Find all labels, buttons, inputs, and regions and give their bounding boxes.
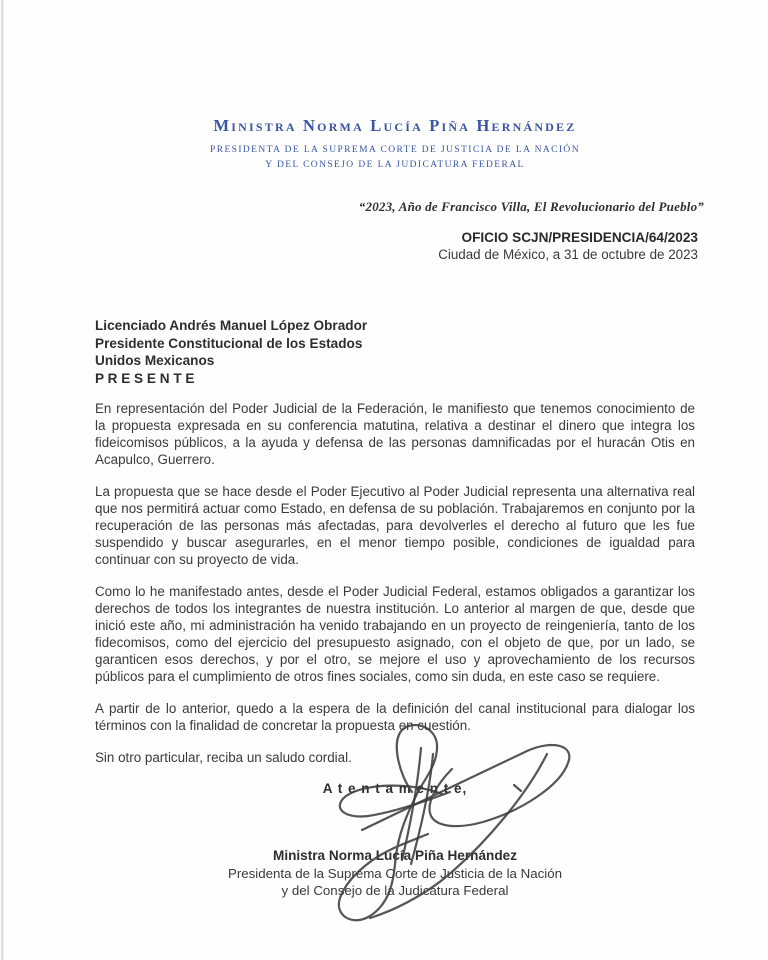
place-and-date: Ciudad de México, a 31 de octubre de 2023 [438, 247, 698, 262]
letterhead-title-line1: PRESIDENTA DE LA SUPREMA CORTE DE JUSTICIA DE LA NACIÓN [210, 145, 580, 155]
recipient-presente: P R E S E N T E [95, 370, 195, 386]
closing-block [95, 781, 695, 796]
body-paragraph: Sin otro particular, reciba un saludo cordial. [95, 750, 352, 765]
signer-title-line2: y del Consejo de la Judicatura Federal [281, 883, 509, 898]
letter-body [95, 400, 695, 766]
body-paragraph: La propuesta que se hace desde el Poder Ejecutivo al Poder Judicial representa una alternativa real que nos permitirá actuar como Estado, en defensa de su población. Trabajaremos en conjunto por la recuperación de las personas más afectadas, para devolverles el derecho al futuro que les fue suspendido y buscar asegurarles, en el menor tiempo posible, condiciones de igualdad para continuar con su proyecto de vida. [95, 484, 695, 567]
letterhead [95, 0, 695, 173]
recipient-name: Licenciado Andrés Manuel López Obrador [95, 318, 368, 333]
oficio-block [0, 229, 768, 263]
body-paragraph: A partir de lo anterior, quedo a la espera de la definición del canal institucional para dialogar los términos con la finalidad de concretar la propuesta en cuestión. [95, 701, 695, 733]
recipient-title-line2: Unidos Mexicanos [95, 353, 215, 368]
letterhead-name: Ministra Norma Lucía Piña Hernández [213, 116, 577, 135]
recipient-title-line1: Presidente Constitucional de los Estados [95, 335, 363, 351]
body-paragraph: Como lo he manifestado antes, desde el Poder Judicial Federal, estamos obligados a garantizar los derechos de todos los integrantes de nuestra institución. Lo anterior al margen de que, desde que inició este año, mi administración ha venido trabajando en un proyecto de reingeniería, tanto de los fidecomisos, como del ejercicio del presupuesto asignado, con el objeto de que, por un lado, se garanticen esos derechos, y por el otro, se mejore el uso y aprovechamiento de los recursos públicos para el cumplimiento de otros fines sociales, como sin duda, en este caso se requiere. [95, 584, 695, 684]
year-legend: “2023, Año de Francisco Villa, El Revolucionario del Pueblo” [358, 199, 704, 214]
signer-name: Ministra Norma Lucía Piña Hernández [273, 848, 517, 863]
scan-edge-line [1, 0, 4, 960]
signer-block [95, 847, 695, 900]
recipient-block [95, 317, 768, 387]
signer-title-line1: Presidenta de la Suprema Corte de Justicia de la Nación [227, 865, 563, 881]
oficio-number: OFICIO SCJN/PRESIDENCIA/64/2023 [461, 230, 698, 245]
body-paragraph: En representación del Poder Judicial de la Federación, le manifiesto que tenemos conocimiento de la propuesta expresada en su conferencia matutina, relativa a destinar el dinero que integra los fideicomisos públicos, a la ayuda y defensa de las personas damnificadas por el huracán Otis en Acapulco, Guerrero. [95, 401, 695, 467]
salutation: A t e n t a m e n t e, [322, 781, 468, 796]
letterhead-title-line2: Y DEL CONSEJO DE LA JUDICATURA FEDERAL [265, 160, 525, 170]
